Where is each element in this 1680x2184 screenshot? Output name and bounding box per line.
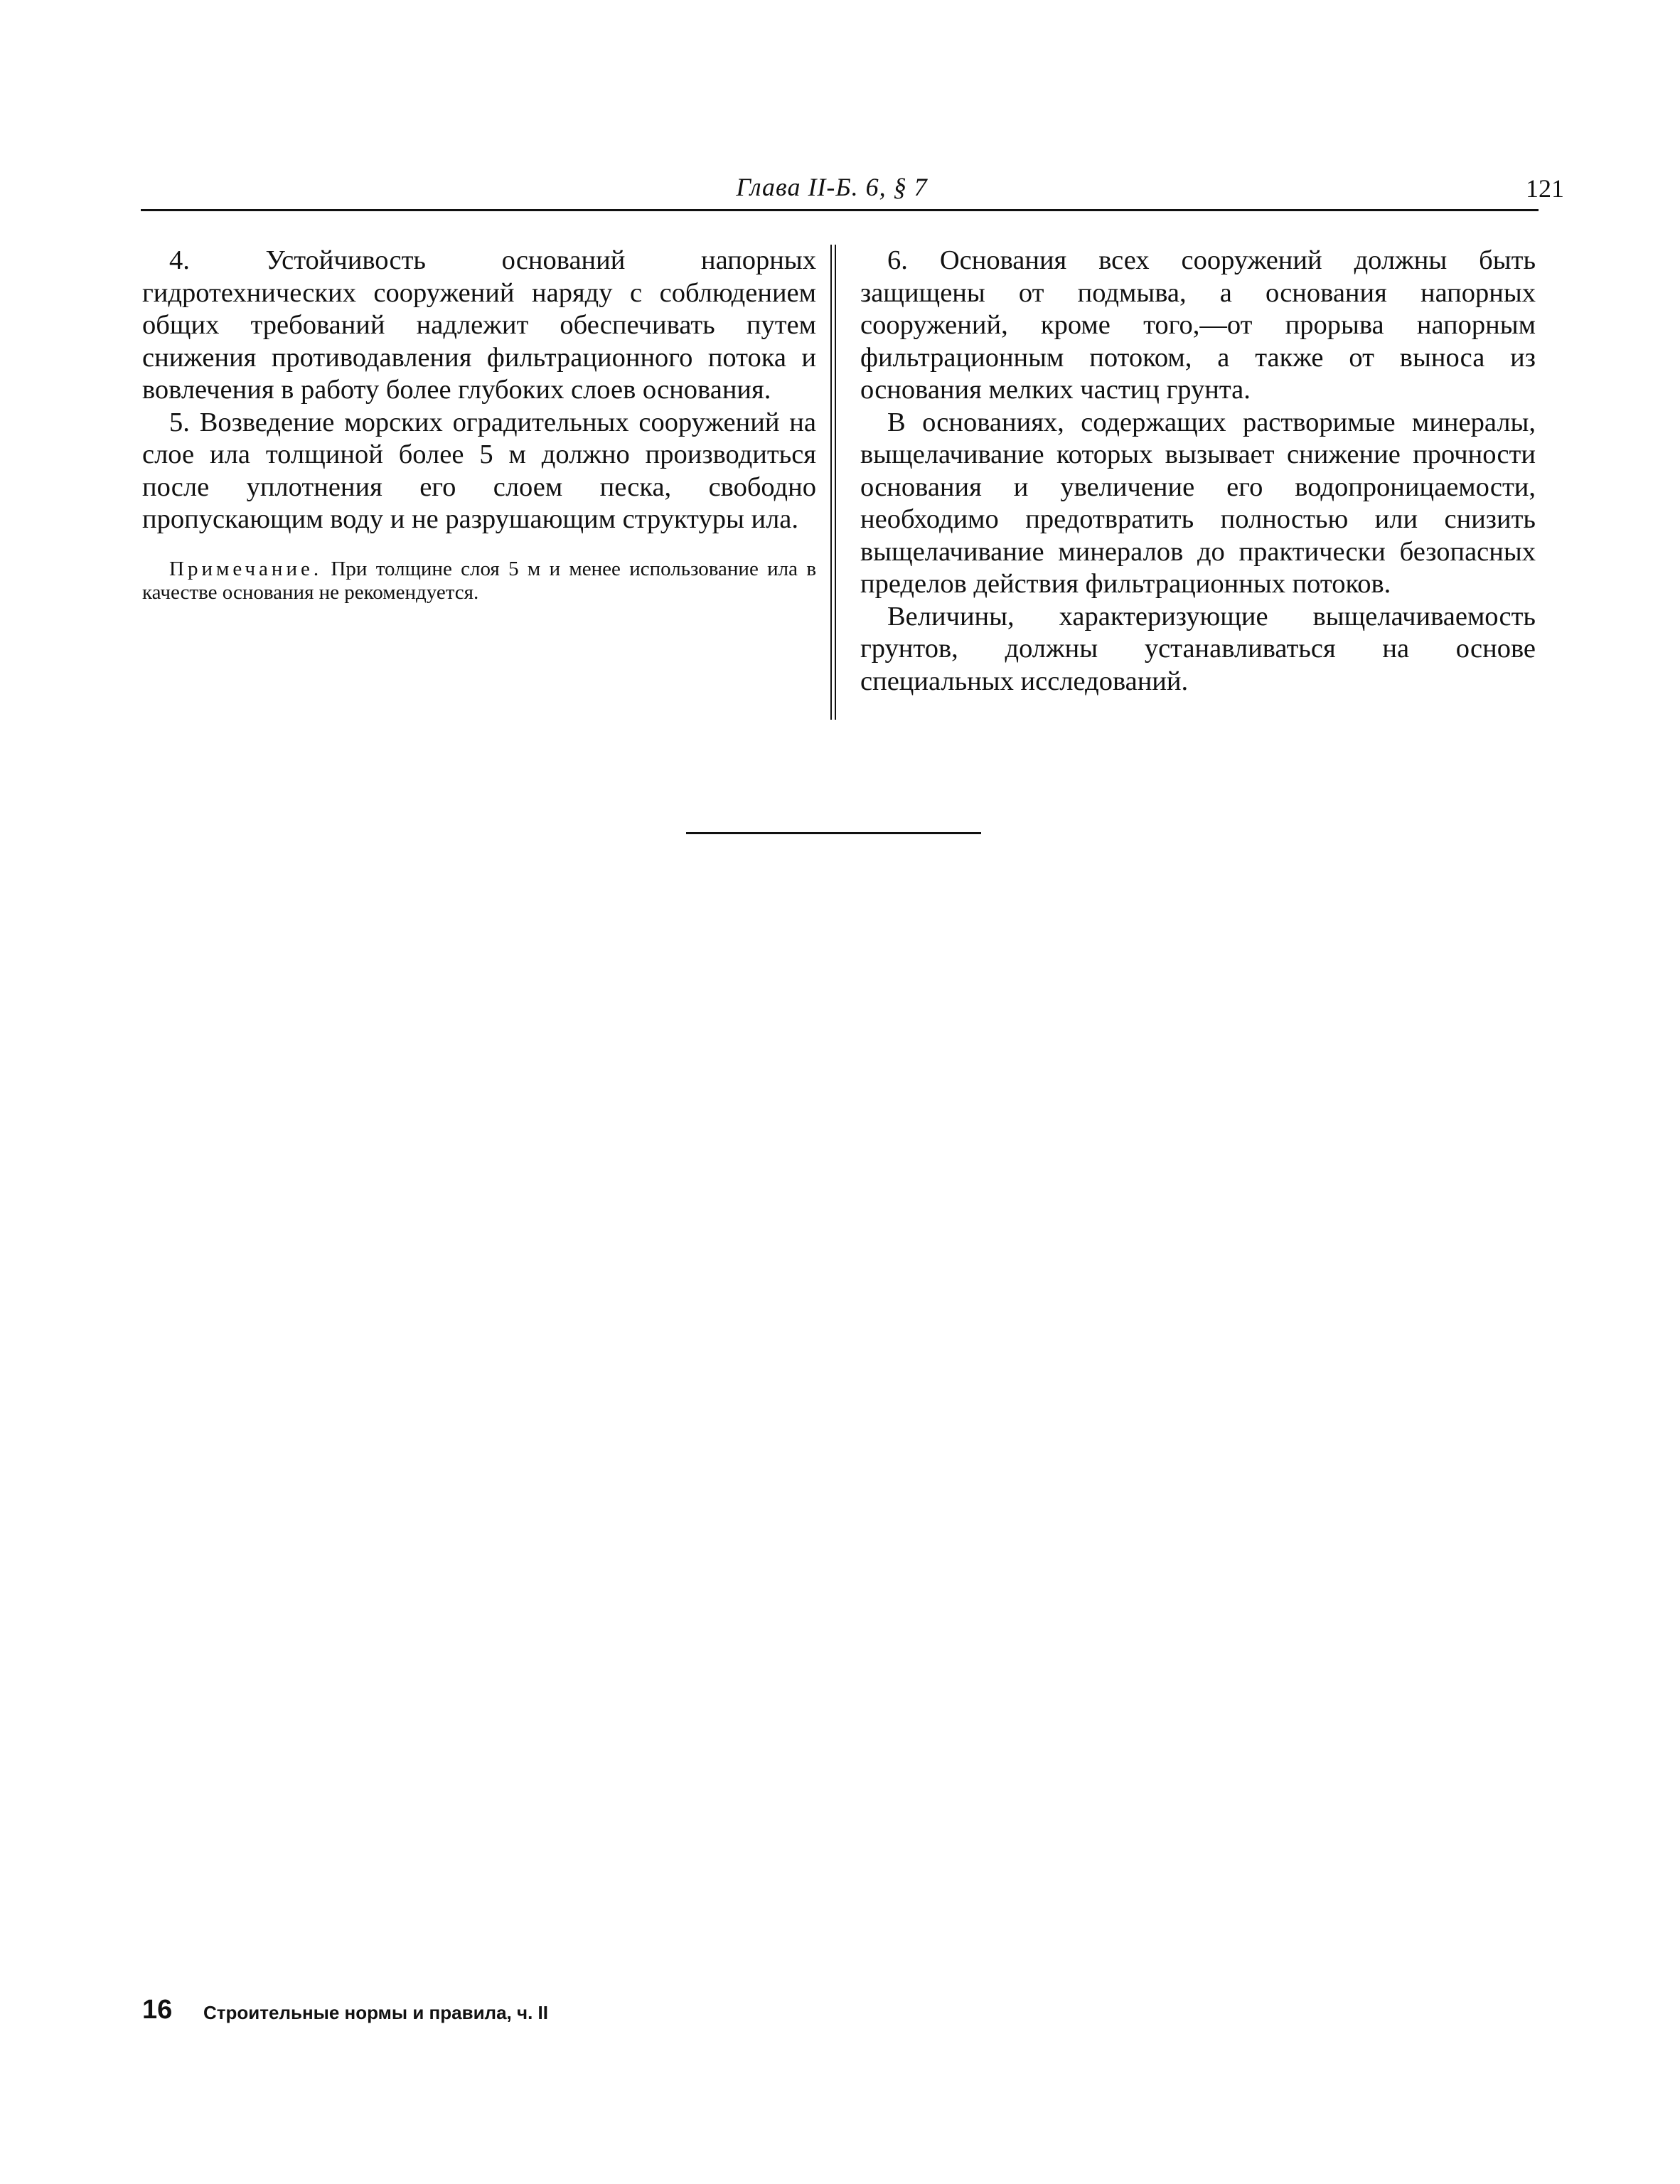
right-column: [860, 245, 1536, 698]
note-text: При толщине слоя 5 м и менее использование ила в качестве основания не рекомендуется.: [142, 557, 817, 604]
paragraph-5: 5. Возведение морских оградительных сооружений на слое ила толщиной более 5 м должно производиться после уплотнения его слоем песка, свободно пропускающим воду и не разрушающим структуры ила.: [142, 407, 816, 534]
left-column: [142, 245, 816, 604]
note: [142, 558, 816, 604]
footer-signature-number: 16: [142, 1995, 173, 2025]
paragraph-4: 4. Устойчивость оснований напорных гидротехнических сооружений наряду с соблюдением общих требований надлежит обеспечивать путем снижения противодавления фильтрационного потока и вовлечения в работу более глубоких слоев основания.: [142, 245, 816, 405]
note-label: Примечание.: [169, 557, 323, 580]
section-end-rule: [686, 832, 981, 834]
header-rule: [141, 209, 1539, 211]
paragraph-soluble-minerals: В основаниях, содержащих растворимые минералы, выщелачивание которых вызывает снижение прочности основания и увеличение его водопроницаемости, необходимо предотвратить полностью или снизить выщелачивание минералов до практически безопасных пределов действия фильтрационных потоков.: [860, 407, 1536, 599]
footer-publication-title: Строительные нормы и правила, ч. II: [203, 2002, 548, 2023]
paragraph-leachability: Величины, характеризующие выщелачиваемость грунтов, должны устанавливаться на основе специальных исследований.: [860, 601, 1536, 696]
paragraph-6: 6. Основания всех сооружений должны быть защищены от подмыва, а основания напорных сооружений, кроме того,—от прорыва напорным фильтрационным потоком, а также от выноса из основания мелких частиц грунта.: [860, 245, 1536, 405]
page-number: 121: [1526, 174, 1564, 203]
running-header-title: Глава II-Б. 6, § 7: [736, 173, 928, 201]
column-divider: [830, 245, 836, 720]
